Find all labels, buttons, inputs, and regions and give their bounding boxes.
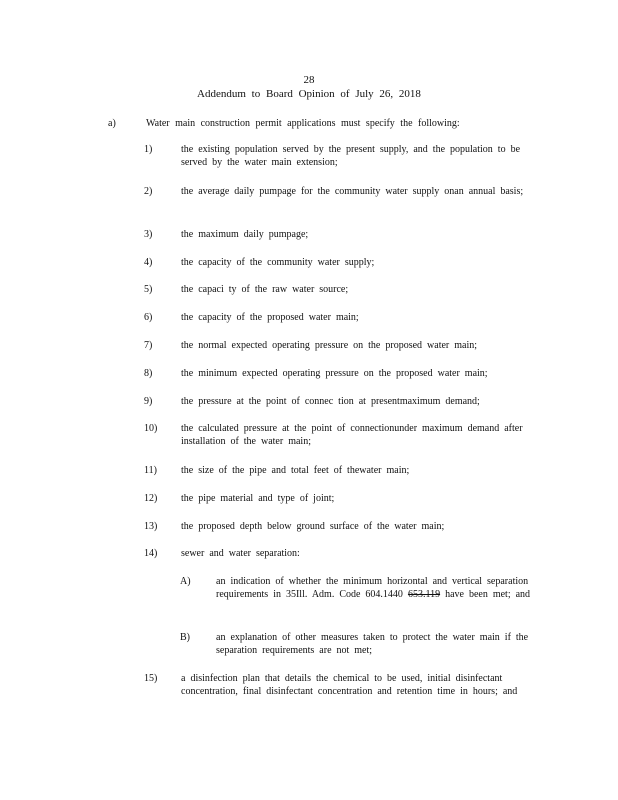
- item-number: 6): [144, 312, 153, 323]
- item-text: the calculated pressure at the point of connectionunder maximum demand after installation of the water main;: [181, 423, 523, 447]
- item-text: the capacity of the community water supply;: [181, 257, 375, 268]
- item-text: the pipe material and type of joint;: [181, 493, 335, 504]
- subitem-text-after: have been met; and: [445, 589, 531, 600]
- subitem-label: A): [180, 576, 191, 587]
- subitem-label: B): [180, 632, 190, 643]
- item-number: 5): [144, 284, 153, 295]
- item-text: the existing population served by the present supply, and the population to be served by the water main extension;: [181, 144, 521, 168]
- item-number: 14): [144, 548, 158, 559]
- item-number: 7): [144, 340, 153, 351]
- item-text: sewer and water separation:: [181, 548, 300, 559]
- item-text: the capaci ty of the raw water source;: [181, 284, 349, 295]
- item-number: 3): [144, 229, 153, 240]
- item-number: 11): [144, 465, 157, 476]
- item-text: the normal expected operating pressure on the proposed water main;: [181, 340, 478, 351]
- item-number: 1): [144, 144, 153, 155]
- page-title: Addendum to Board Opinion of July 26, 2018: [197, 88, 421, 100]
- item-text: the pressure at the point of connec tion at presentmaximum demand;: [181, 396, 480, 407]
- intro-label: a): [108, 118, 116, 129]
- subitem-text: [216, 575, 538, 601]
- item-text: the capacity of the proposed water main;: [181, 312, 359, 323]
- intro-text: Water main construction permit applications must specify the following:: [146, 118, 460, 129]
- item-text: the minimum expected operating pressure on the proposed water main;: [181, 368, 488, 379]
- item-number: 12): [144, 493, 158, 504]
- item-number: 9): [144, 396, 153, 407]
- item-number: 8): [144, 368, 153, 379]
- item-number: 4): [144, 257, 153, 268]
- item-text: the size of the pipe and total feet of thewater main;: [181, 465, 410, 476]
- item-number: 13): [144, 521, 158, 532]
- page-number: 28: [303, 74, 315, 86]
- item-number: 10): [144, 423, 158, 434]
- item-text: a disinfection plan that details the chemical to be used, initial disinfectant concentration, final disinfectant concentration and retention time in hours; and: [181, 673, 518, 697]
- item-number: 15): [144, 673, 158, 684]
- struck-citation: 653.119: [407, 589, 441, 600]
- subitem-text: an explanation of other measures taken to protect the water main if the separation requirements are not met;: [216, 632, 529, 656]
- item-number: 2): [144, 186, 153, 197]
- subitem-text-before: an indication of whether the minimum horizontal and vertical separation requirements in 35Ill. Adm. Code 604.1440: [216, 576, 529, 600]
- item-text: the maximum daily pumpage;: [181, 229, 309, 240]
- item-text: the proposed depth below ground surface of the water main;: [181, 521, 445, 532]
- item-text: the average daily pumpage for the community water supply onan annual basis;: [181, 186, 524, 197]
